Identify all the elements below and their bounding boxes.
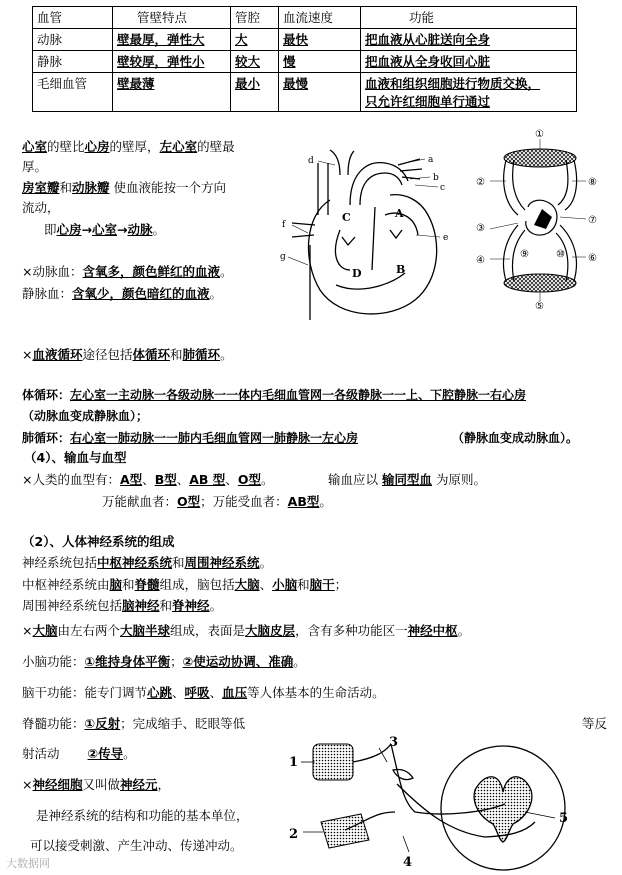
reflex-label-3: 3 bbox=[389, 735, 399, 750]
text: 体循环 bbox=[132, 347, 171, 362]
spinal-cord-line2 bbox=[22, 744, 136, 762]
text: ①维持身体平衡 bbox=[84, 654, 171, 669]
heart-label-c: c bbox=[440, 183, 446, 193]
text: 和 bbox=[122, 577, 135, 592]
text: A型 bbox=[119, 472, 143, 487]
nervous-line1 bbox=[22, 553, 272, 571]
text: 和 bbox=[59, 180, 73, 195]
chamber-label-D: D bbox=[352, 267, 362, 280]
text: 脑神经 bbox=[122, 598, 160, 613]
circulation-loop-diagram bbox=[470, 125, 620, 310]
text: 脊神经 bbox=[172, 598, 210, 613]
text: ②传导 bbox=[87, 746, 124, 761]
text: 神经中枢 bbox=[407, 623, 458, 638]
brainstem-line bbox=[22, 683, 385, 701]
text: ①反射 bbox=[84, 716, 121, 731]
text: 房室瓣 bbox=[22, 180, 60, 195]
text: 的壁比 bbox=[47, 139, 85, 154]
text: 和 bbox=[172, 555, 185, 570]
systemic-circulation-line bbox=[22, 386, 526, 403]
loop-label-9: ⑨ bbox=[520, 249, 529, 260]
text: 输同型血 bbox=[382, 472, 433, 487]
text: 由左右两个 bbox=[57, 623, 121, 638]
text: 。 bbox=[209, 598, 223, 613]
text: 小脑 bbox=[272, 577, 298, 592]
heart-label-g: g bbox=[280, 252, 286, 262]
text: 周围神经系统包括 bbox=[22, 598, 123, 613]
text: 和 bbox=[170, 347, 183, 362]
table-cell: 较大 bbox=[231, 51, 279, 73]
text: 含氧多，颜色鲜红的血液 bbox=[82, 264, 220, 279]
text: 脑 bbox=[109, 577, 123, 592]
table-header: 血管 bbox=[33, 7, 113, 29]
text: 静脉血： bbox=[22, 286, 73, 301]
text: 和 bbox=[297, 577, 310, 592]
text: 为原则。 bbox=[436, 472, 487, 487]
chamber-label-C: C bbox=[342, 211, 351, 224]
valve-line bbox=[22, 178, 226, 196]
text: （静脉血变成动脉血）。 bbox=[452, 431, 579, 445]
text: 周围神经系统 bbox=[184, 555, 260, 570]
loop-label-8: ⑧ bbox=[588, 177, 597, 188]
capillary-function-line1: 血液和组织细胞进行物质交换， bbox=[365, 76, 541, 91]
heart-label-f: f bbox=[282, 220, 286, 230]
text: 。 bbox=[220, 264, 233, 279]
text: 。 bbox=[220, 347, 233, 362]
text: O型 bbox=[177, 494, 201, 509]
systemic-circulation-line2 bbox=[22, 407, 148, 424]
reflex-label-5: 5 bbox=[559, 811, 569, 826]
text: 组成，表面是 bbox=[170, 623, 246, 638]
text: 心跳 bbox=[147, 685, 173, 700]
cerebellum-line bbox=[22, 652, 306, 670]
text: 左心室一主动脉一各级动脉一一体内毛细血管网一各级静脉一一上、下腔静脉一右心房 bbox=[70, 388, 527, 402]
text: AB型 bbox=[287, 494, 320, 509]
text: 大脑皮层 bbox=[245, 623, 296, 638]
text: 含氧少，颜色暗红的血液 bbox=[72, 286, 210, 301]
text: 。 bbox=[209, 286, 223, 301]
nervous-line2 bbox=[22, 575, 347, 593]
heart-label-d: d bbox=[308, 156, 314, 166]
text: ；完成缩手、眨眼等低 bbox=[120, 716, 246, 731]
text: 。 bbox=[152, 222, 166, 237]
text: 、 bbox=[209, 685, 223, 700]
text: 。 bbox=[293, 654, 306, 669]
chamber-label-B: B bbox=[396, 263, 406, 276]
pulmonary-circulation-line bbox=[22, 429, 358, 446]
table-header: 功能 bbox=[361, 7, 577, 29]
loop-label-4: ④ bbox=[476, 255, 485, 266]
text: → bbox=[81, 222, 93, 237]
text: 。 bbox=[457, 623, 471, 638]
text: × bbox=[22, 623, 33, 638]
heart-label-e: e bbox=[443, 233, 449, 243]
text: 大脑 bbox=[234, 577, 260, 592]
text: 又叫做 bbox=[82, 777, 121, 792]
loop-label-1: ① bbox=[535, 129, 544, 140]
valve-line2: 流动， bbox=[22, 200, 60, 215]
neuron-line bbox=[22, 775, 170, 793]
table-cell: 把血液从心脏送向全身 bbox=[361, 29, 577, 51]
table-row bbox=[33, 29, 577, 51]
text: 神经系统包括 bbox=[22, 555, 98, 570]
loop-label-2: ② bbox=[476, 177, 485, 188]
text: × bbox=[22, 347, 33, 362]
table-cell: 毛细血管 bbox=[33, 73, 113, 112]
pulmonary-circulation-note bbox=[452, 429, 578, 446]
text: B型 bbox=[154, 472, 177, 487]
text: 血液循环 bbox=[32, 347, 83, 362]
text: 。 bbox=[259, 555, 273, 570]
vessel-table bbox=[32, 6, 577, 112]
table-cell: 壁最厚，弹性大 bbox=[113, 29, 231, 51]
text: 脑干 bbox=[309, 577, 335, 592]
text: 左心室 bbox=[159, 139, 198, 154]
text: 射活动 bbox=[22, 746, 60, 761]
table-cell: 慢 bbox=[279, 51, 361, 73]
text: ； bbox=[170, 654, 183, 669]
text: 呼吸 bbox=[184, 685, 210, 700]
chamber-label-A: A bbox=[395, 207, 404, 220]
text: 动脉瓣 bbox=[72, 180, 110, 195]
text: 大脑 bbox=[32, 623, 58, 638]
heart-wall-line bbox=[22, 137, 235, 155]
table-row bbox=[33, 51, 577, 73]
table-cell: 动脉 bbox=[33, 29, 113, 51]
blood-types-line bbox=[22, 470, 273, 488]
table-cell: 壁较厚，弹性小 bbox=[113, 51, 231, 73]
text: 、 bbox=[172, 685, 185, 700]
heart-label-b: b bbox=[433, 173, 439, 183]
text: ×动脉血： bbox=[22, 264, 83, 279]
venous-blood-line bbox=[22, 284, 222, 302]
text: 小脑功能： bbox=[22, 654, 85, 669]
spinal-cord-line bbox=[22, 714, 245, 732]
text: ；万能受血者： bbox=[200, 494, 288, 509]
nervous-system-heading: （2）、人体神经系统的组成 bbox=[22, 534, 175, 549]
text: 的壁厚， bbox=[109, 139, 160, 154]
text: （动脉血变成静脉血）； bbox=[22, 409, 149, 423]
text: 心室 bbox=[92, 222, 118, 237]
text: ×人类的血型有： bbox=[22, 472, 120, 487]
table-row bbox=[33, 73, 577, 112]
transfusion-rule bbox=[328, 470, 486, 488]
spinal-cord-line-end: 等反 bbox=[582, 716, 608, 731]
neuron-line3: 可以接受刺激、产生冲动、传递冲动。 bbox=[30, 838, 243, 853]
text: 脊髓 bbox=[134, 577, 160, 592]
text: AB 型 bbox=[189, 472, 226, 487]
text: 和 bbox=[159, 598, 173, 613]
table-header-row bbox=[33, 7, 577, 29]
text: 中枢神经系统由 bbox=[22, 577, 110, 592]
text: 大脑半球 bbox=[120, 623, 171, 638]
heart-label-a: a bbox=[428, 155, 434, 165]
reflex-label-1: 1 bbox=[289, 755, 299, 770]
text: 。 bbox=[319, 494, 332, 509]
table-header: 管壁特点 bbox=[113, 7, 231, 29]
nervous-line3 bbox=[22, 596, 222, 614]
text: 动脉 bbox=[127, 222, 153, 237]
text: 心室 bbox=[22, 139, 48, 154]
arterial-blood-line bbox=[22, 262, 233, 280]
table-cell: 静脉 bbox=[33, 51, 113, 73]
table-cell: 最快 bbox=[279, 29, 361, 51]
heart-diagram bbox=[280, 145, 460, 325]
text: 脊髓功能： bbox=[22, 716, 85, 731]
neuron-line2: 是神经系统的结构和功能的基本单位， bbox=[36, 808, 249, 823]
text: 、 bbox=[176, 472, 190, 487]
table-cell bbox=[361, 73, 577, 112]
universal-donor-line bbox=[102, 492, 332, 510]
text: ②使运动协调、准确 bbox=[182, 654, 294, 669]
table-cell: 最慢 bbox=[279, 73, 361, 112]
text: 血压 bbox=[222, 685, 248, 700]
table-header: 管腔 bbox=[231, 7, 279, 29]
text: 使血液能按一个方向 bbox=[109, 180, 227, 195]
text: 心房 bbox=[56, 222, 82, 237]
text: 的壁最 bbox=[197, 139, 235, 154]
reflex-label-4: 4 bbox=[403, 855, 413, 870]
watermark: 大数据网 bbox=[6, 857, 50, 870]
text: × bbox=[22, 777, 33, 792]
table-cell: 最小 bbox=[231, 73, 279, 112]
flow-direction-line bbox=[44, 220, 165, 238]
blood-type-heading: （4）、输血与血型 bbox=[24, 450, 127, 465]
text: 肺循环： bbox=[22, 431, 71, 445]
text: 、 bbox=[259, 577, 273, 592]
lung-capillary-network bbox=[504, 149, 576, 167]
text: 、 bbox=[225, 472, 238, 487]
receptor-skin bbox=[313, 744, 353, 780]
reflex-label-2: 2 bbox=[289, 827, 299, 842]
text: 心房 bbox=[84, 139, 110, 154]
body-capillary-network bbox=[504, 274, 576, 292]
text: 万能献血者： bbox=[102, 494, 178, 509]
loop-label-7: ⑦ bbox=[588, 215, 597, 226]
table-cell: 壁最薄 bbox=[113, 73, 231, 112]
cerebrum-line bbox=[22, 621, 470, 639]
text: 中枢神经系统 bbox=[97, 555, 173, 570]
text: 。 bbox=[260, 472, 274, 487]
text: 体循环： bbox=[22, 388, 71, 402]
text: 右心室一肺动脉一一肺内毛细血管网一肺静脉一左心房 bbox=[70, 431, 359, 445]
text: 。 bbox=[123, 746, 136, 761]
text: O型 bbox=[237, 472, 261, 487]
text: 脑干功能：能专门调节 bbox=[22, 685, 148, 700]
text: 肺循环 bbox=[182, 347, 221, 362]
text: → bbox=[117, 222, 128, 237]
loop-label-6: ⑥ bbox=[588, 253, 597, 264]
text: 神经元 bbox=[120, 777, 158, 792]
heart-wall-line2: 厚。 bbox=[22, 159, 48, 174]
text: 输血应以 bbox=[328, 472, 379, 487]
table-header: 血流速度 bbox=[279, 7, 361, 29]
text: ，含有多种功能区一 bbox=[295, 623, 408, 638]
loop-label-5: ⑤ bbox=[535, 301, 544, 310]
loop-label-10: ⑩ bbox=[556, 249, 565, 260]
table-cell: 大 bbox=[231, 29, 279, 51]
text: ， bbox=[157, 777, 171, 792]
table-cell: 把血液从全身收回心脏 bbox=[361, 51, 577, 73]
loop-label-3: ③ bbox=[476, 223, 485, 234]
capillary-function-line2: 只允许红细胞单行通过 bbox=[365, 94, 491, 109]
text: ； bbox=[334, 577, 348, 592]
circulation-line bbox=[22, 345, 233, 363]
text: 、 bbox=[142, 472, 155, 487]
text: 等人体基本的生命活动。 bbox=[247, 685, 385, 700]
text: 即 bbox=[44, 222, 57, 237]
effector-muscle bbox=[321, 814, 369, 848]
text: 途径包括 bbox=[82, 347, 133, 362]
text: 神经细胞 bbox=[32, 777, 83, 792]
reflex-arc-diagram bbox=[285, 732, 585, 872]
text: 组成，脑包括 bbox=[159, 577, 235, 592]
